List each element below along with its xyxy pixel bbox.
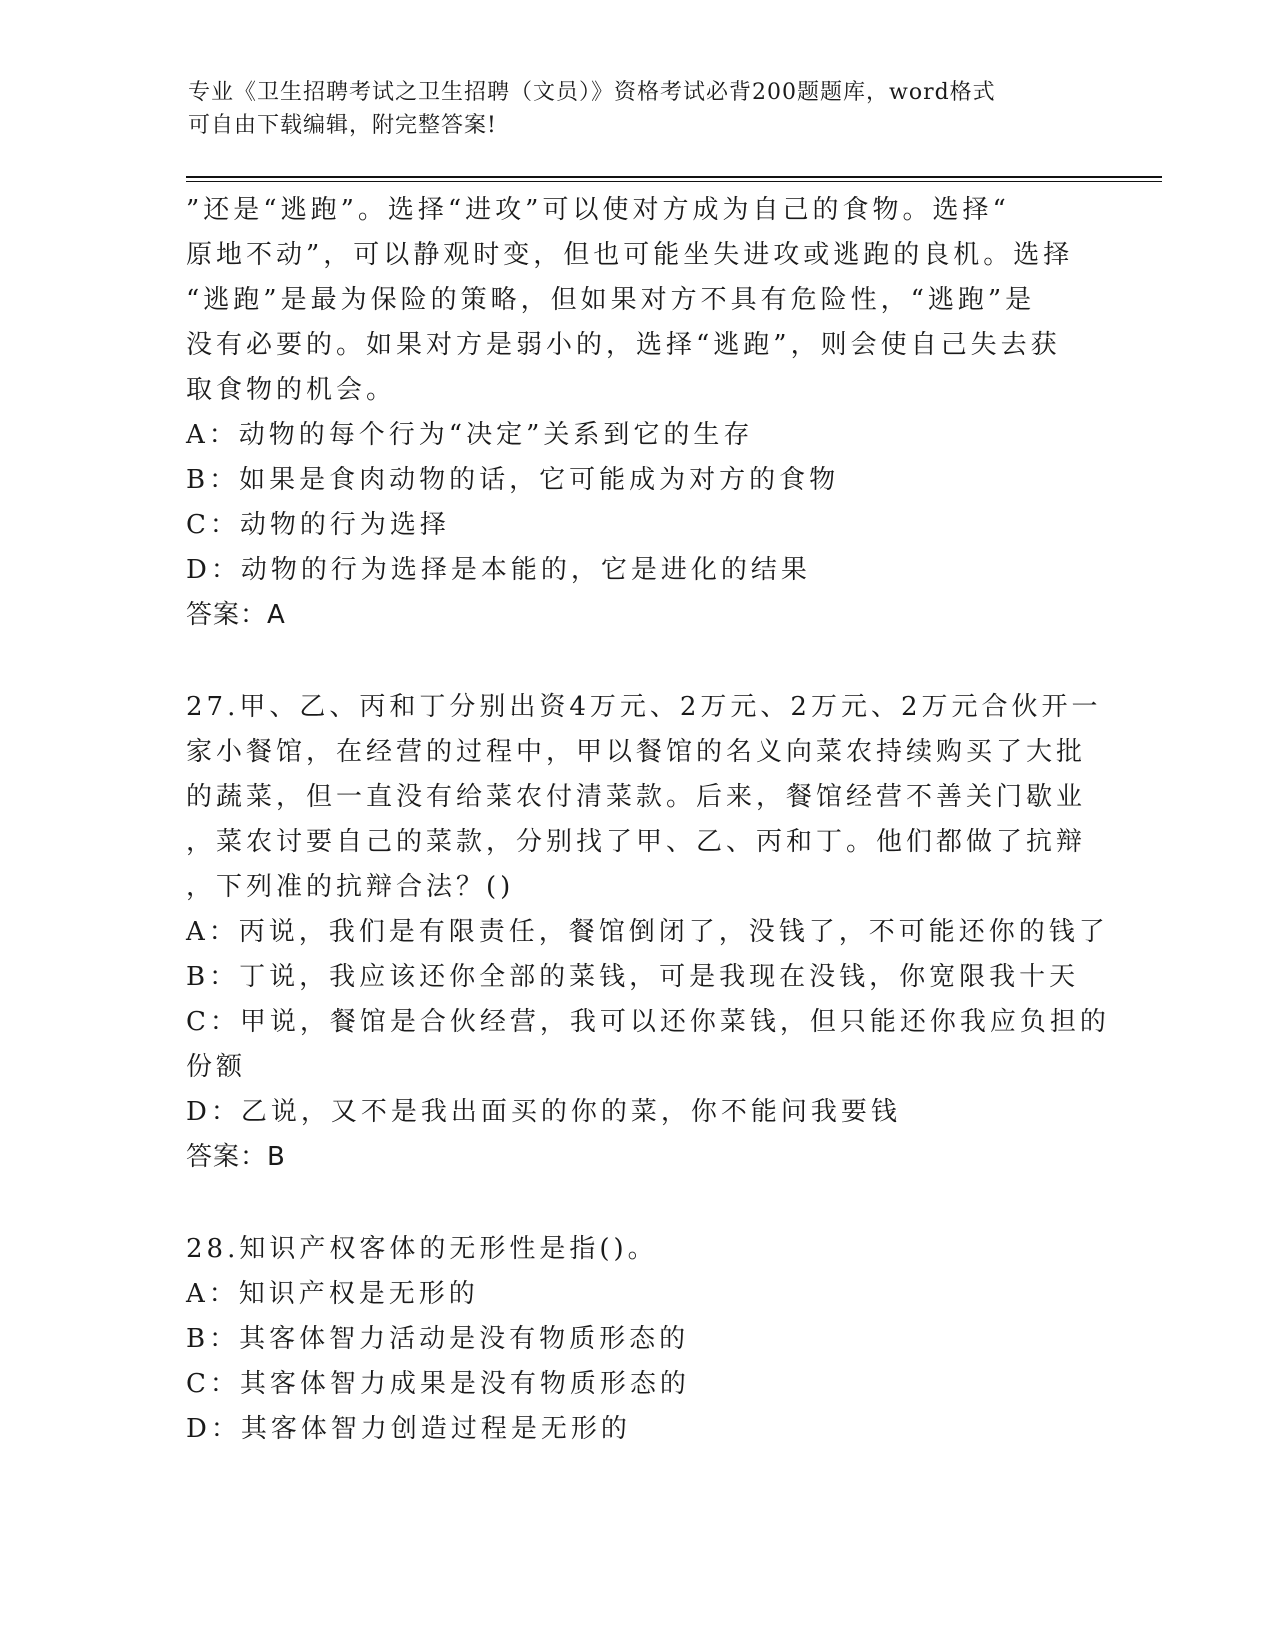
question-28 bbox=[186, 1227, 1086, 1452]
page-header bbox=[188, 76, 1088, 142]
option-c: C：动物的行为选择 bbox=[186, 510, 450, 540]
header-title-line-2: 可自由下载编辑，附完整答案! bbox=[188, 113, 497, 138]
question-text-line: ，下列准的抗辩合法？() bbox=[186, 872, 515, 902]
question-text-line: ，菜农讨要自己的菜款，分别找了甲、乙、丙和丁。他们都做了抗辩 bbox=[186, 827, 1087, 857]
header-title-line-1: 专业《卫生招聘考试之卫生招聘（文员）》资格考试必背200题题库，word格式 bbox=[188, 80, 996, 105]
option-b: B：其客体智力活动是没有物质形态的 bbox=[186, 1324, 690, 1354]
option-b: B：丁说，我应该还你全部的菜钱，可是我现在没钱，你宽限我十天 bbox=[186, 962, 1080, 992]
question-text-line: “逃跑”是最为保险的策略，但如果对方不具有危险性，“逃跑”是 bbox=[186, 285, 1036, 315]
question-text-line: 没有必要的。如果对方是弱小的，选择“逃跑”，则会使自己失去获 bbox=[186, 330, 1061, 360]
question-26-continuation bbox=[186, 188, 1086, 638]
option-a: A：知识产权是无形的 bbox=[186, 1279, 479, 1309]
option-c: C：其客体智力成果是没有物质形态的 bbox=[186, 1369, 690, 1399]
option-a: A：丙说，我们是有限责任，餐馆倒闭了，没钱了，不可能还你的钱了 bbox=[186, 917, 1109, 947]
question-27 bbox=[186, 685, 1110, 1180]
question-text-line: 家小餐馆，在经营的过程中，甲以餐馆的名义向菜农持续购买了大批 bbox=[186, 737, 1087, 767]
question-text-line: 取食物的机会。 bbox=[186, 375, 397, 405]
option-a: A：动物的每个行为“决定”关系到它的生存 bbox=[186, 420, 754, 450]
header-divider-thin bbox=[186, 181, 1162, 182]
option-d: D：其客体智力创造过程是无形的 bbox=[186, 1414, 631, 1444]
question-text-line: 原地不动”，可以静观时变，但也可能坐失进攻或逃跑的良机。选择 bbox=[186, 240, 1074, 270]
question-spacer bbox=[186, 638, 1086, 685]
answer-line: 答案：A bbox=[186, 600, 286, 630]
question-text-line: 28.知识产权客体的无形性是指()。 bbox=[186, 1234, 658, 1264]
option-c: C：甲说，餐馆是合伙经营，我可以还你菜钱，但只能还你我应负担的 bbox=[186, 1007, 1110, 1037]
option-b: B：如果是食肉动物的话，它可能成为对方的食物 bbox=[186, 465, 840, 495]
header-divider-thick bbox=[186, 176, 1162, 178]
question-text-line: 27.甲、乙、丙和丁分别出资4万元、2万元、2万元、2万元合伙开一 bbox=[186, 692, 1102, 722]
question-text-line: 的蔬菜，但一直没有给菜农付清菜款。后来，餐馆经营不善关门歇业 bbox=[186, 782, 1087, 812]
option-d: D：动物的行为选择是本能的，它是进化的结果 bbox=[186, 555, 811, 585]
question-text-line: ”还是“逃跑”。选择“进攻”可以使对方成为自己的食物。选择“ bbox=[186, 195, 1010, 225]
option-c-continuation: 份额 bbox=[186, 1052, 247, 1082]
answer-line: 答案：B bbox=[186, 1142, 286, 1172]
question-spacer bbox=[186, 1180, 1086, 1227]
document-body bbox=[186, 188, 1110, 1452]
option-d: D：乙说，又不是我出面买的你的菜，你不能问我要钱 bbox=[186, 1097, 901, 1127]
